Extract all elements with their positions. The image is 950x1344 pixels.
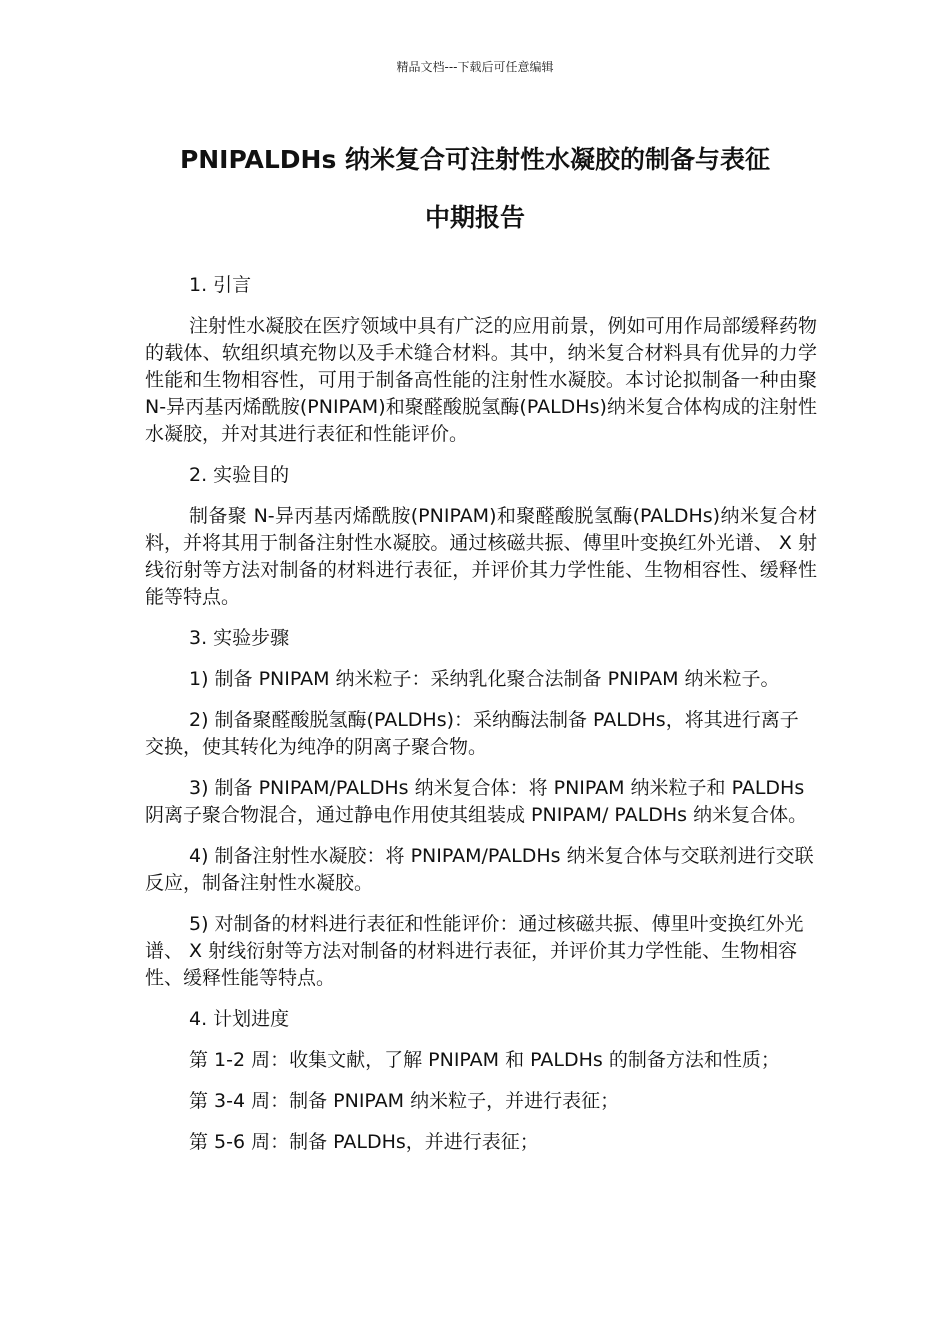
objective-paragraph: 制备聚 N-异丙基丙烯酰胺(PNIPAM)和聚醛酸脱氢酶(PALDHs)纳米复合材料，并将其用于制备注射性水凝胶。通过核磁共振、傅里叶变换红外光谱、 X 射线衍射等方法对制备的材料进行表征，并评价其力学性能、生物相容性、缓释性能等特点。 — [145, 505, 817, 608]
header-note: 精品文档---下载后可任意编辑 — [396, 60, 554, 74]
step-item: 2) 制备聚醛酸脱氢酶(PALDHs)：采纳酶法制备 PALDHs，将其进行离子交换，使其转化为纯净的阴离子聚合物。 — [145, 709, 799, 758]
document-body — [145, 272, 817, 1170]
page-subtitle: 中期报告 — [424, 203, 525, 232]
section-heading-introduction: 1. 引言 — [189, 274, 252, 296]
step-item: 4) 制备注射性水凝胶：将 PNIPAM/PALDHs 纳米复合体与交联剂进行交联反应，制备注射性水凝胶。 — [145, 845, 814, 894]
step-item: 1) 制备 PNIPAM 纳米粒子：采纳乳化聚合法制备 PNIPAM 纳米粒子。 — [189, 668, 780, 690]
schedule-item: 第 1-2 周：收集文献，了解 PNIPAM 和 PALDHs 的制备方法和性质； — [189, 1049, 780, 1071]
section-heading-objective: 2. 实验目的 — [189, 464, 290, 486]
section-heading-steps: 3. 实验步骤 — [189, 627, 290, 649]
step-item: 3) 制备 PNIPAM/PALDHs 纳米复合体：将 PNIPAM 纳米粒子和 PALDHs 阴离子聚合物混合，通过静电作用使其组装成 PNIPAM/ PALDHs 纳米复合体。 — [145, 777, 808, 826]
introduction-paragraph: 注射性水凝胶在医疗领域中具有广泛的应用前景，例如可用作局部缓释药物的载体、软组织填充物以及手术缝合材料。其中，纳米复合材料具有优异的力学性能和生物相容性，可用于制备高性能的注射性水凝胶。本讨论拟制备一种由聚 N-异丙基丙烯酰胺(PNIPAM)和聚醛酸脱氢酶(PALDHs)纳米复合体构成的注射性水凝胶，并对其进行表征和性能评价。 — [145, 315, 817, 445]
page-title: PNIPALDHs 纳米复合可注射性水凝胶的制备与表征 — [179, 145, 771, 174]
schedule-item: 第 5-6 周：制备 PALDHs，并进行表征； — [189, 1131, 539, 1153]
step-item: 5) 对制备的材料进行表征和性能评价：通过核磁共振、傅里叶变换红外光谱、 X 射线衍射等方法对制备的材料进行表征，并评价其力学性能、生物相容性、缓释性能等特点。 — [145, 913, 804, 989]
section-heading-schedule: 4. 计划进度 — [189, 1008, 290, 1030]
schedule-item: 第 3-4 周：制备 PNIPAM 纳米粒子，并进行表征； — [189, 1090, 620, 1112]
